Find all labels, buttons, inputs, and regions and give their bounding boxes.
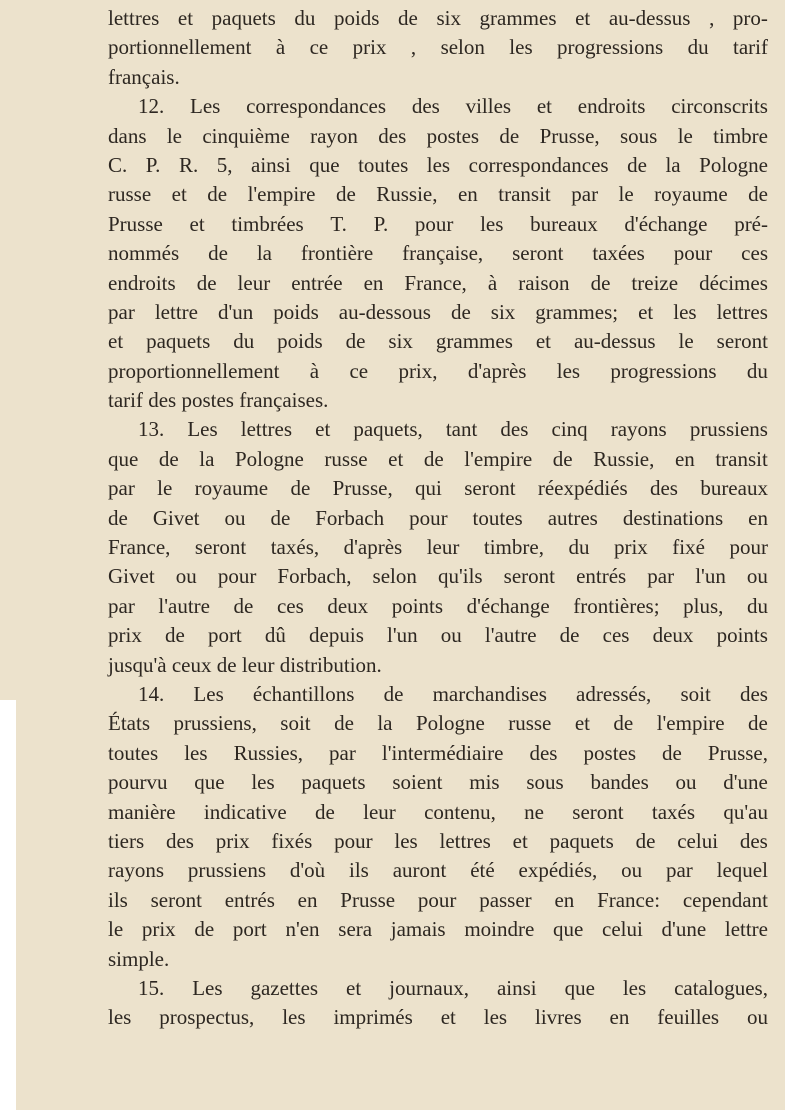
text-line: toutes les Russies, par l'intermédiaire des postes de Prusse, <box>108 740 768 765</box>
text-line: Prusse et timbrées T. P. pour les bureaux d'échange pré- <box>108 211 768 236</box>
text-line: et paquets du poids de six grammes et au-dessus le seront <box>108 329 768 354</box>
paragraph <box>108 4 768 92</box>
text-line: 15. Les gazettes et journaux, ainsi que les catalogues, <box>138 975 768 1000</box>
paragraph <box>108 415 768 680</box>
text-line: proportionnellement à ce prix, d'après les progressions du <box>108 358 768 383</box>
text-line: que de la Pologne russe et de l'empire de Russie, en transit <box>108 446 768 471</box>
text-line: simple. <box>108 946 170 971</box>
text-line: français. <box>108 64 180 89</box>
paragraph <box>108 92 768 415</box>
text-line: russe et de l'empire de Russie, en transit par le royaume de <box>108 182 768 207</box>
text-line: endroits de leur entrée en France, à raison de treize décimes <box>108 270 768 295</box>
text-line: le prix de port n'en sera jamais moindre que celui d'une lettre <box>108 917 768 942</box>
text-line: Givet ou pour Forbach, selon qu'ils seront entrés par l'un ou <box>108 564 768 589</box>
text-line: ils seront entrés en Prusse pour passer en France: cependant <box>108 887 768 912</box>
text-line: nommés de la frontière française, seront taxées pour ces <box>108 241 768 266</box>
text-line: rayons prussiens d'où ils auront été expédiés, ou par lequel <box>108 858 768 883</box>
text-line: par lettre d'un poids au-dessous de six grammes; et les lettres <box>108 299 768 324</box>
paragraph <box>108 974 768 1033</box>
text-line: dans le cinquième rayon des postes de Prusse, sous le timbre <box>108 123 768 148</box>
document-body <box>108 4 768 1033</box>
text-line: prix de port dû depuis l'un ou l'autre de ces deux points <box>108 623 768 648</box>
text-line: tiers des prix fixés pour les lettres et paquets de celui des <box>108 828 768 853</box>
text-line: pourvu que les paquets soient mis sous bandes ou d'une <box>108 770 768 795</box>
text-line: par l'autre de ces deux points d'échange frontières; plus, du <box>108 593 768 618</box>
text-line: France, seront taxés, d'après leur timbre, du prix fixé pour <box>108 535 768 560</box>
text-line: portionnellement à ce prix , selon les progressions du tarif <box>108 35 768 60</box>
text-line: jusqu'à ceux de leur distribution. <box>108 652 382 677</box>
text-line: C. P. R. 5, ainsi que toutes les correspondances de la Pologne <box>108 152 768 177</box>
text-line: lettres et paquets du poids de six grammes et au-dessus , pro- <box>108 6 768 30</box>
text-line: par le royaume de Prusse, qui seront réexpédiés des bureaux <box>108 476 768 501</box>
text-line: les prospectus, les imprimés et les livres en feuilles ou <box>108 1005 768 1030</box>
page-margin <box>0 700 16 1110</box>
text-line: de Givet ou de Forbach pour toutes autres destinations en <box>108 505 768 530</box>
paragraph <box>108 680 768 974</box>
text-line: tarif des postes françaises. <box>108 388 329 413</box>
text-line: 12. Les correspondances des villes et endroits circonscrits <box>138 94 768 119</box>
text-line: manière indicative de leur contenu, ne seront taxés qu'au <box>108 799 768 824</box>
text-line: 13. Les lettres et paquets, tant des cinq rayons prussiens <box>138 417 768 442</box>
text-line: 14. Les échantillons de marchandises adressés, soit des <box>138 681 768 706</box>
text-line: États prussiens, soit de la Pologne russe et de l'empire de <box>108 711 768 736</box>
